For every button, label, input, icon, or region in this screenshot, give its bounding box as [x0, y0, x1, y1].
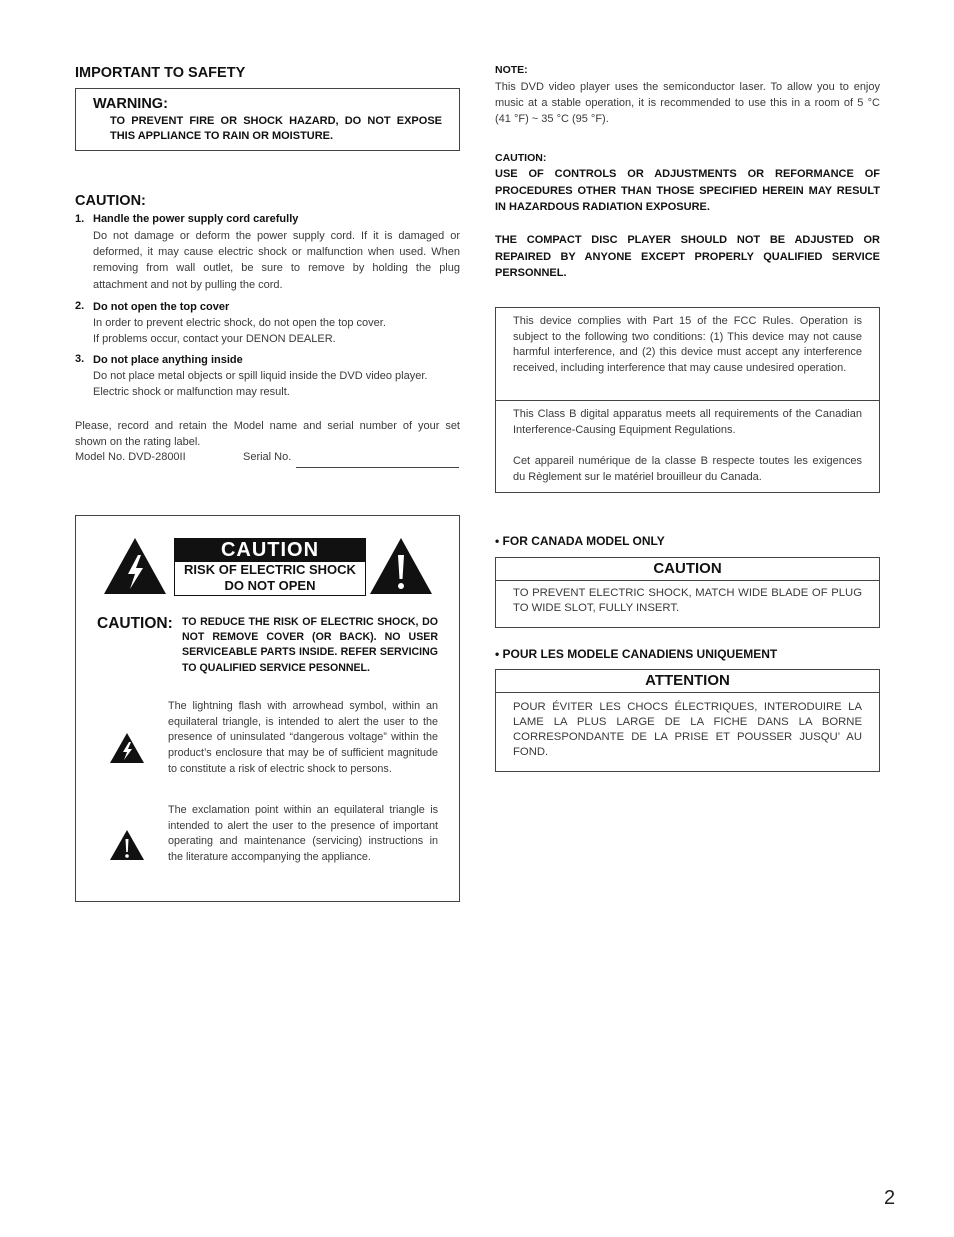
canada-compliance-french: Cet appareil numérique de la classe B respecte toutes les exigences du Règlement sur le matériel brouilleur du Canada. — [513, 455, 862, 483]
laser-caution-title: CAUTION: — [495, 152, 547, 164]
warning-text: TO PREVENT FIRE OR SHOCK HAZARD, DO NOT EXPOSE THIS APPLIANCE TO RAIN OR MOISTURE. — [110, 115, 442, 142]
attention-text: POUR ÉVITER LES CHOCS ÉLECTRIQUES, INTERODUIRE LA LAME LA PLUS LARGE DE LA FICHE DANS LA BORNE CORRESPONDANTE DE LA PRISE ET POUSSER JUSQU’ AU FOND. — [513, 701, 862, 758]
note-text: This DVD video player uses the semiconductor laser. To allow you to enjoy music at a stable operation, it is recommended to use this in a room of 5 °C (41 °F) ~ 35 °C (95 °F). — [495, 81, 880, 126]
attention-title: ATTENTION — [496, 670, 879, 693]
caution-panel — [75, 515, 460, 902]
banner-line-2: DO NOT OPEN — [224, 578, 316, 593]
serial-number-label: Serial No. — [243, 451, 292, 463]
lightning-symbol-icon — [109, 732, 145, 764]
panel-caution-text: TO REDUCE THE RISK OF ELECTRIC SHOCK, DO NOT REMOVE COVER (OR BACK). NO USER SERVICEABLE PARTS INSIDE. REFER SERVICING TO QUALIFIED SERVICE PESONNEL. — [182, 616, 438, 674]
item-body-line: If problems occur, contact your DENON DEALER. — [93, 333, 336, 345]
record-instructions: Please, record and retain the Model name and serial number of your set shown on the rating label. — [75, 420, 460, 448]
banner-line-1: RISK OF ELECTRIC SHOCK — [184, 562, 356, 577]
caution-item-1 — [75, 212, 460, 293]
caution-banner — [174, 538, 366, 596]
item-body-line: Do not place metal objects or spill liquid inside the DVD video player. — [93, 370, 428, 382]
canada-model-label: • FOR CANADA MODEL ONLY — [495, 534, 665, 548]
fcc-compliance-box — [495, 307, 880, 493]
lightning-description: The lightning flash with arrowhead symbol, within an equilateral triangle, is intended to alert the user to the presence of uninsulated “dangerous voltage” within the product’s enclosure that may be of sufficient magnitude to constitute a risk of electric shock to persons. — [168, 700, 438, 775]
banner-title: CAUTION — [175, 539, 365, 562]
fcc-divider — [496, 400, 879, 401]
warning-title: WARNING: — [93, 96, 168, 112]
canada-caution-box — [495, 557, 880, 628]
item-body-line: In order to prevent electric shock, do not open the top cover. — [93, 317, 386, 329]
french-model-label: • POUR LES MODELE CANADIENS UNIQUEMENT — [495, 647, 778, 661]
serial-number-line — [296, 467, 459, 468]
panel-caution-label: CAUTION: — [97, 615, 173, 632]
model-number-label: Model No. DVD-2800II — [75, 451, 186, 463]
caution-item-3 — [75, 352, 460, 400]
laser-caution-text-1: USE OF CONTROLS OR ADJUSTMENTS OR REFORMANCE OF PROCEDURES OTHER THAN THOSE SPECIFIED HEREIN MAY RESULT IN HAZARDOUS RADIATION EXPOSURE. — [495, 168, 880, 213]
item-number: 3. — [75, 353, 85, 365]
item-heading: Do not open the top cover — [93, 301, 230, 313]
canada-caution-title: CAUTION — [496, 558, 879, 581]
lightning-warning-icon — [103, 537, 167, 595]
warning-box — [75, 88, 460, 151]
item-number: 1. — [75, 213, 85, 225]
caution-item-2 — [75, 299, 460, 347]
fcc-text: This device complies with Part 15 of the FCC Rules. Operation is subject to the following two conditions: (1) This device may not cause harmful interference, and (2) this device must accept any interference received, including interference that may cause undesired operation. — [513, 315, 862, 374]
item-heading: Handle the power supply cord carefully — [93, 213, 299, 225]
exclamation-symbol-icon — [109, 829, 145, 861]
laser-caution-text-2: THE COMPACT DISC PLAYER SHOULD NOT BE ADJUSTED OR REPAIRED BY ANYONE EXCEPT PROPERLY QUALIFIED SERVICE PERSONNEL. — [495, 234, 880, 279]
canada-caution-text: TO PREVENT ELECTRIC SHOCK, MATCH WIDE BLADE OF PLUG TO WIDE SLOT, FULLY INSERT. — [513, 587, 862, 614]
item-body: Do not damage or deform the power supply cord. If it is damaged or deformed, it may cause electric shock or malfunction when used. When removing from wall outlet, be sure to remove by holding the plug attachment and not by pulling the cord. — [93, 229, 460, 291]
exclamation-description: The exclamation point within an equilateral triangle is intended to alert the user to the presence of important operating and maintenance (servicing) instructions in the literature accompanying the appliance. — [168, 804, 438, 864]
page-number: 2 — [884, 1187, 896, 1209]
canada-compliance-english: This Class B digital apparatus meets all requirements of the Canadian Interference-Causing Equipment Regulations. — [513, 408, 862, 436]
item-number: 2. — [75, 300, 85, 312]
caution-title: CAUTION: — [75, 193, 146, 209]
exclamation-warning-icon — [369, 537, 433, 595]
item-heading: Do not place anything inside — [93, 354, 243, 366]
note-title: NOTE: — [495, 64, 528, 76]
attention-box — [495, 669, 880, 772]
section-title: IMPORTANT TO SAFETY — [75, 65, 246, 81]
item-body-line: Electric shock or malfunction may result. — [93, 386, 290, 398]
